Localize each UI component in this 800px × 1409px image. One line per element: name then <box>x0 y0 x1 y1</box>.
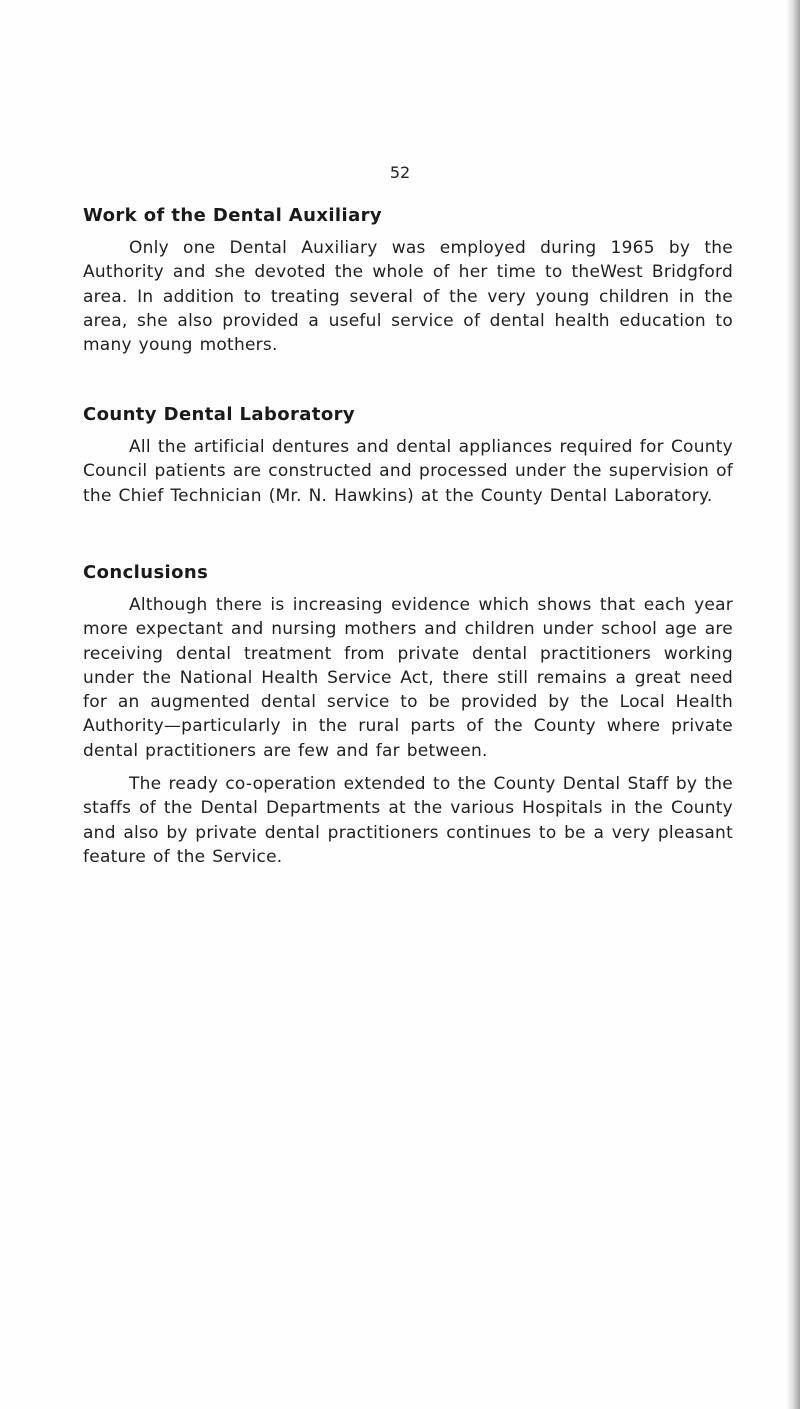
page-edge-shadow <box>786 0 800 1409</box>
page-number: 52 <box>389 163 411 182</box>
section-paragraph: Only one Dental Auxiliary was employed during 1965 by the Authority and she devoted the whole of her time to theWest Bridgford area. In addition to treating several of the very young children in the area, she also provided a useful service of dental health education to many young mothers. <box>83 238 733 356</box>
section-heading: Conclusions <box>83 562 209 583</box>
section-paragraph: Although there is increasing evidence which shows that each year more expectant and nursing mothers and children under school age are receiving dental treatment from private dental practitioners working under the National Health Service Act, there still remains a great need for an augmented dental service to be provided by the Local Health Authority—particularly in the rural parts of the County where private dental practitioners are few and far between. <box>83 595 733 761</box>
section-conclusions <box>83 561 733 869</box>
section-dental-auxiliary <box>83 204 733 357</box>
section-heading: Work of the Dental Auxiliary <box>83 205 383 226</box>
section-paragraph: The ready co-operation extended to the County Dental Staff by the staffs of the Dental Departments at the various Hospitals in the County and also by private dental practitioners continues to be a very pleasant feature of the Service. <box>83 774 733 867</box>
section-paragraph: All the artificial dentures and dental appliances required for County Council patients are constructed and processed under the supervision of the Chief Technician (Mr. N. Hawkins) at the County Dental Laboratory. <box>83 437 733 506</box>
section-county-dental-laboratory <box>83 403 733 508</box>
section-heading: County Dental Laboratory <box>83 404 356 425</box>
